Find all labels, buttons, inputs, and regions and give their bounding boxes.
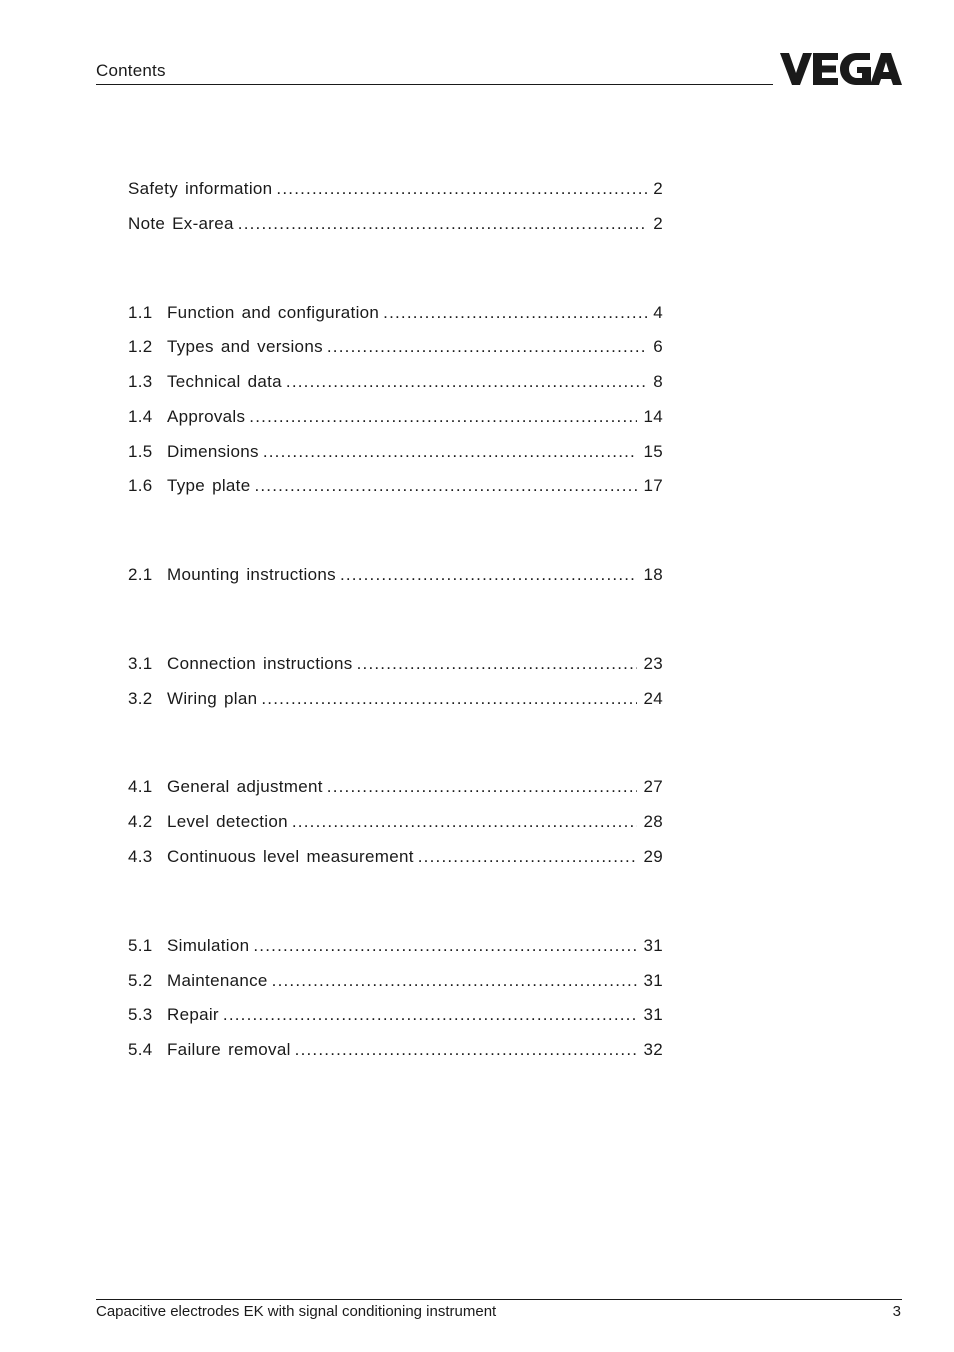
toc-entry-page: 31 <box>643 1005 663 1024</box>
toc-dot-leader <box>286 371 647 393</box>
toc-entry-page: 15 <box>643 442 663 461</box>
vega-logo <box>780 53 902 85</box>
toc-entry-page: 24 <box>643 689 663 708</box>
toc-dot-leader <box>261 688 637 710</box>
toc-entry-page: 23 <box>643 654 663 673</box>
toc-dot-leader <box>223 1004 638 1026</box>
toc-entry-number: 1.5 <box>128 442 153 461</box>
toc-entry[interactable] <box>128 178 663 200</box>
toc-entry-title: Continuous level measurement <box>167 847 414 866</box>
toc-entry-number: 5.3 <box>128 1005 153 1024</box>
toc-dot-leader <box>272 970 638 992</box>
toc-entry[interactable] <box>128 475 663 497</box>
toc-entry-number: 4.3 <box>128 847 153 866</box>
toc-entry-title: Approvals <box>167 407 246 426</box>
toc-entry-number: 3.1 <box>128 654 153 673</box>
toc-entry[interactable] <box>128 846 663 868</box>
toc-entry-number: 5.1 <box>128 936 153 955</box>
toc-entry-title: Safety information <box>128 179 273 198</box>
toc-entry-page: 18 <box>643 565 663 584</box>
toc-entry[interactable] <box>128 336 663 358</box>
toc-dot-leader <box>340 564 638 586</box>
toc-dot-leader <box>418 846 638 868</box>
toc-entry-number: 5.2 <box>128 971 153 990</box>
toc-entry-title: Dimensions <box>167 442 259 461</box>
toc-entry-page: 29 <box>643 847 663 866</box>
toc-entry[interactable] <box>128 970 663 992</box>
toc-entry-title: Technical data <box>167 372 282 391</box>
toc-entry-title: General adjustment <box>167 777 323 796</box>
toc-entry-title: Wiring plan <box>167 689 258 708</box>
toc-entry-number: 5.4 <box>128 1040 153 1059</box>
toc-entry-title: Maintenance <box>167 971 268 990</box>
toc-dot-leader <box>263 441 638 463</box>
toc-dot-leader <box>292 811 638 833</box>
toc-entry-page: 27 <box>643 777 663 796</box>
header-divider <box>96 84 773 85</box>
toc-dot-leader <box>253 935 637 957</box>
toc-dot-leader <box>276 178 647 200</box>
toc-entry-title: Types and versions <box>167 337 323 356</box>
toc-dot-leader <box>238 213 647 235</box>
toc-entry-title: Level detection <box>167 812 288 831</box>
toc-dot-leader <box>249 406 637 428</box>
toc-dot-leader <box>357 653 638 675</box>
toc-entry-page: 32 <box>643 1040 663 1059</box>
footer-page-number: 3 <box>892 1303 901 1320</box>
toc-entry-title: Failure removal <box>167 1040 291 1059</box>
toc-entry[interactable] <box>128 688 663 710</box>
toc-entry-number: 1.1 <box>128 303 153 322</box>
toc-entry-number: 2.1 <box>128 565 153 584</box>
toc-entry[interactable] <box>128 811 663 833</box>
toc-entry-page: 6 <box>653 337 663 356</box>
toc-entry[interactable] <box>128 371 663 393</box>
toc-dot-leader <box>327 336 647 358</box>
toc-entry-number: 1.3 <box>128 372 153 391</box>
page-header-title: Contents <box>96 61 166 80</box>
toc-entry-title: Type plate <box>167 476 251 495</box>
toc-entry-page: 8 <box>653 372 663 391</box>
toc-entry[interactable] <box>128 564 663 586</box>
footer-document-title: Capacitive electrodes EK with signal conditioning instrument <box>96 1303 497 1320</box>
toc-entry-title: Simulation <box>167 936 250 955</box>
toc-dot-leader <box>254 475 637 497</box>
toc-entry-title: Note Ex-area <box>128 214 234 233</box>
toc-entry-number: 4.1 <box>128 777 153 796</box>
toc-entry-page: 17 <box>643 476 663 495</box>
footer-divider <box>96 1299 902 1300</box>
toc-entry-page: 31 <box>643 971 663 990</box>
toc-dot-leader <box>295 1039 638 1061</box>
toc-entry-number: 3.2 <box>128 689 153 708</box>
toc-entry[interactable] <box>128 406 663 428</box>
toc-entry[interactable] <box>128 1039 663 1061</box>
toc-entry[interactable] <box>128 302 663 324</box>
toc-entry-page: 31 <box>643 936 663 955</box>
toc-entry-page: 2 <box>653 179 663 198</box>
toc-entry-page: 4 <box>653 303 663 322</box>
toc-entry-page: 2 <box>653 214 663 233</box>
toc-entry-number: 4.2 <box>128 812 153 831</box>
toc-entry-title: Mounting instructions <box>167 565 336 584</box>
toc-entry[interactable] <box>128 213 663 235</box>
toc-dot-leader <box>383 302 647 324</box>
toc-entry-title: Repair <box>167 1005 219 1024</box>
toc-entry-title: Function and configuration <box>167 303 380 322</box>
toc-entry-number: 1.4 <box>128 407 153 426</box>
toc-entry[interactable] <box>128 935 663 957</box>
toc-entry-page: 28 <box>643 812 663 831</box>
toc-entry-number: 1.6 <box>128 476 153 495</box>
toc-entry[interactable] <box>128 1004 663 1026</box>
toc-entry[interactable] <box>128 653 663 675</box>
toc-entry-page: 14 <box>643 407 663 426</box>
toc-dot-leader <box>327 776 638 798</box>
toc-entry[interactable] <box>128 776 663 798</box>
toc-entry[interactable] <box>128 441 663 463</box>
toc-entry-title: Connection instructions <box>167 654 353 673</box>
toc-entry-number: 1.2 <box>128 337 153 356</box>
